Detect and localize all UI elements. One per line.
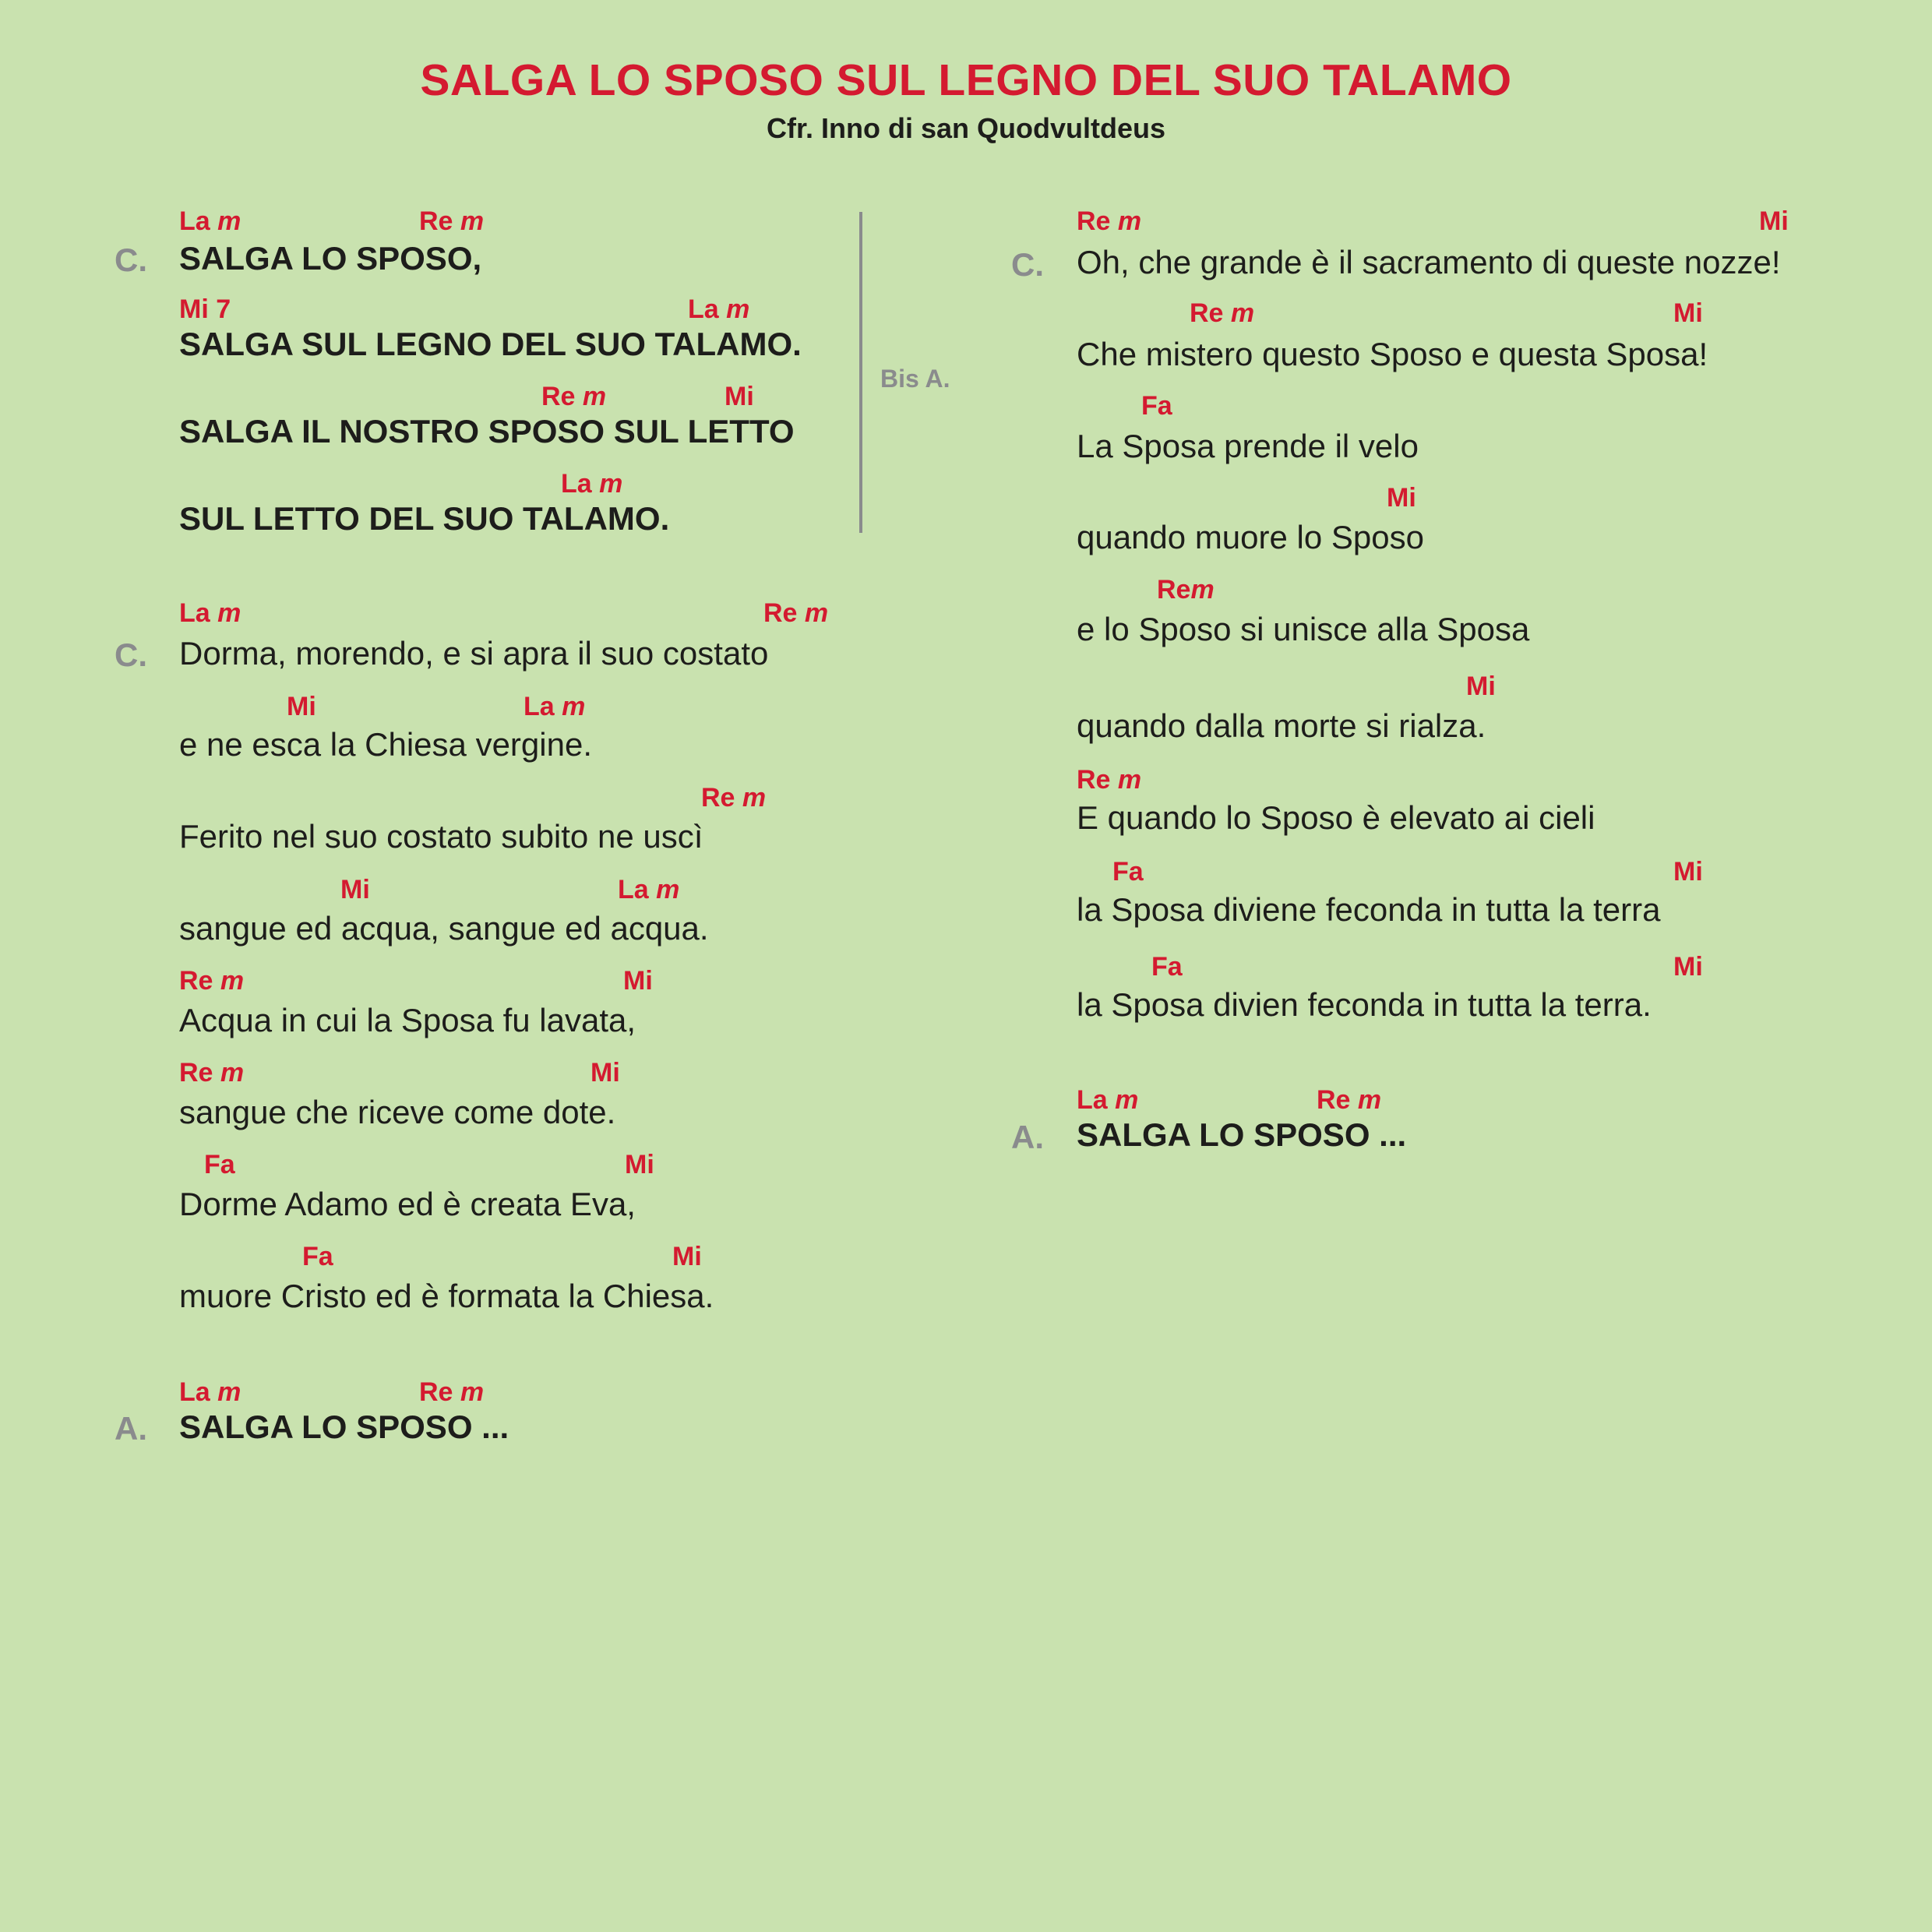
chord: Mi [340,875,370,904]
chord: Re m [701,783,767,813]
lyric-line: Ferito nel suo costato subito ne uscì [179,818,703,855]
chord: La m [524,692,586,721]
chord: Mi 7 [179,294,231,324]
lyric-line: quando muore lo Sposo [1077,519,1424,555]
song-title: SALGA LO SPOSO SUL LEGNO DEL SUO TALAMO [420,55,1512,105]
lyric-line: sangue che riceve come dote. [179,1094,616,1130]
chord: Mi [591,1058,620,1088]
chord: Fa [1151,952,1183,982]
lyric-line: e lo Sposo si unisce alla Sposa [1077,611,1530,647]
lyric-line: e ne esca la Chiesa vergine. [179,726,592,763]
chord: La m [618,875,680,904]
chord: La m [179,206,242,236]
chord: Re m [1190,298,1255,328]
chord: Re m [1077,206,1142,236]
chord: La m [179,598,242,628]
chord: Re m [419,206,485,236]
lyric-line: Acqua in cui la Sposa fu lavata, [179,1002,636,1038]
chord: Rem [1157,575,1215,605]
repeat-bracket [859,212,862,533]
lyric-line: SUL LETTO DEL SUO TALAMO. [179,500,670,537]
chord: Fa [1141,391,1172,421]
lyric-line: E quando lo Sposo è elevato ai cieli [1077,799,1595,836]
chord: Re m [179,966,245,996]
song-subtitle: Cfr. Inno di san Quodvultdeus [766,112,1165,144]
chord: Mi [1673,857,1703,887]
lyric-line: SALGA LO SPOSO ... [179,1408,509,1445]
stanza-label: C. [115,636,147,673]
chord: La m [561,469,623,499]
chord: Re m [179,1058,245,1088]
lyric-line: SALGA LO SPOSO ... [1077,1116,1407,1153]
chord: La m [1077,1085,1139,1115]
chord: Fa [1112,857,1144,887]
bis-label: Bis A. [880,365,950,393]
stanza-label: C. [115,242,147,278]
chord: La m [179,1377,242,1407]
chord: Mi [1466,672,1496,701]
chord: Mi [1673,298,1703,328]
lyric-line: la Sposa diviene feconda in tutta la terra [1077,891,1661,928]
lyric-line: la Sposa divien feconda in tutta la terra. [1077,986,1652,1023]
lyric-line: SALGA LO SPOSO, [179,240,482,277]
chord: La m [688,294,750,324]
stanza-label: A. [115,1410,147,1447]
chord: Re m [541,382,607,411]
chord: Fa [302,1242,333,1271]
chord: Mi [287,692,316,721]
lyric-line: quando dalla morte si rialza. [1077,707,1486,744]
chord: Re m [1317,1085,1382,1115]
lyric-line: Che mistero questo Sposo e questa Sposa! [1077,336,1708,372]
chord: Fa [204,1150,235,1179]
lyric-line: La Sposa prende il velo [1077,428,1419,464]
lyric-line: Dorma, morendo, e si apra il suo costato [179,635,769,672]
chord: Re m [1077,765,1142,795]
lyric-line: SALGA IL NOSTRO SPOSO SUL LETTO [179,413,795,450]
chord: Mi [672,1242,702,1271]
chord: Re m [763,598,829,628]
chord: Mi [1759,206,1789,236]
lyric-line: muore Cristo ed è formata la Chiesa. [179,1278,714,1314]
chord: Mi [1387,483,1416,513]
stanza-label: A. [1011,1119,1044,1155]
chord: Mi [724,382,754,411]
chord: Mi [1673,952,1703,982]
chord: Mi [625,1150,654,1179]
chord: Re m [419,1377,485,1407]
lyric-line: Oh, che grande è il sacramento di queste nozze! [1077,244,1781,280]
lyric-line: Dorme Adamo ed è creata Eva, [179,1186,636,1222]
lyric-line: SALGA SUL LEGNO DEL SUO TALAMO. [179,326,802,362]
lyric-line: sangue ed acqua, sangue ed acqua. [179,910,709,947]
stanza-label: C. [1011,246,1044,283]
chord: Mi [623,966,653,996]
